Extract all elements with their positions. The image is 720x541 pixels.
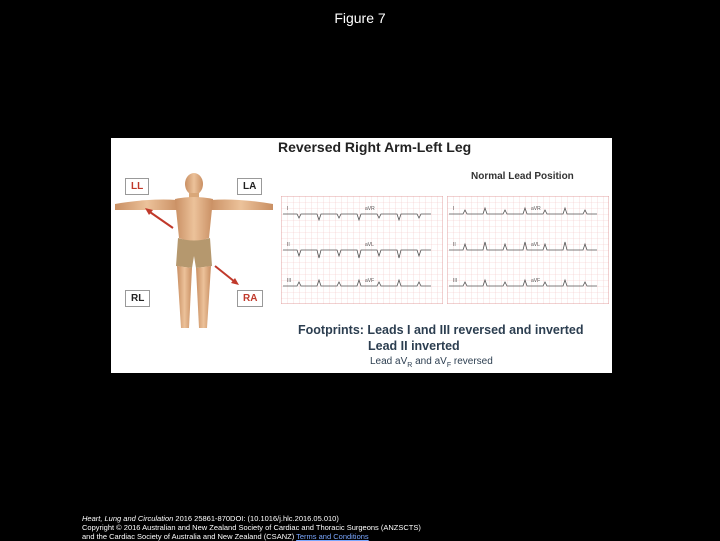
ecg-reversed-panel (281, 196, 443, 304)
ecg-normal-panel (447, 196, 609, 304)
copyright-line-2: and the Cardiac Society of Australia and New Zealand (CSANZ) Terms and Conditions (82, 532, 369, 541)
lead-ra-label: RA (237, 290, 263, 307)
normal-lead-position-label: Normal Lead Position (471, 171, 574, 182)
copyright-line: Copyright © 2016 Australian and New Zealand Society of Cardiac and Thoracic Surgeons (ANZSCTS) (82, 523, 421, 532)
journal-name: Heart, Lung and Circulation (82, 514, 174, 523)
footprints-line-2: Lead II inverted (368, 339, 460, 353)
terms-link[interactable]: Terms and Conditions (296, 532, 369, 541)
lead-rl-label: RL (125, 290, 150, 307)
footprints-line-3: Lead $aV_R$ and $aV_F$ reversed (370, 356, 493, 369)
ecg-lead-iii-label: III (287, 278, 292, 284)
ecg-normal-lead-iii-label: III (453, 278, 458, 284)
ecg-normal-lead-avl-label: aVL (531, 242, 540, 248)
ecg-normal-lead-avf-label: aVF (531, 278, 541, 284)
citation-line (82, 514, 421, 523)
footprints-text (298, 323, 583, 369)
ecg-lead-avr-label: aVR (365, 206, 375, 212)
ecg-lead-avf-label: aVF (365, 278, 375, 284)
footprints-line-1: Footprints: Leads I and III reversed and inverted (298, 323, 584, 337)
citation-footer (82, 514, 421, 541)
lead-la-label: LA (237, 178, 262, 195)
lead-ll-label: LL (125, 178, 149, 195)
slide-title: Figure 7 (334, 10, 386, 26)
figure-image (111, 138, 612, 373)
citation-details: 2016 25861-870DOI: (10.1016/j.hlc.2016.05.010) (173, 514, 339, 523)
ecg-normal-lead-ii-label: II (453, 242, 456, 248)
ecg-lead-ii-label: II (287, 242, 290, 248)
ecg-normal-lead-i-label: I (453, 206, 455, 212)
ecg-lead-i-label: I (287, 206, 289, 212)
ecg-lead-avl-label: aVL (365, 242, 374, 248)
ecg-normal-lead-avr-label: aVR (531, 206, 541, 212)
figure-heading: Reversed Right Arm-Left Leg (278, 139, 472, 155)
